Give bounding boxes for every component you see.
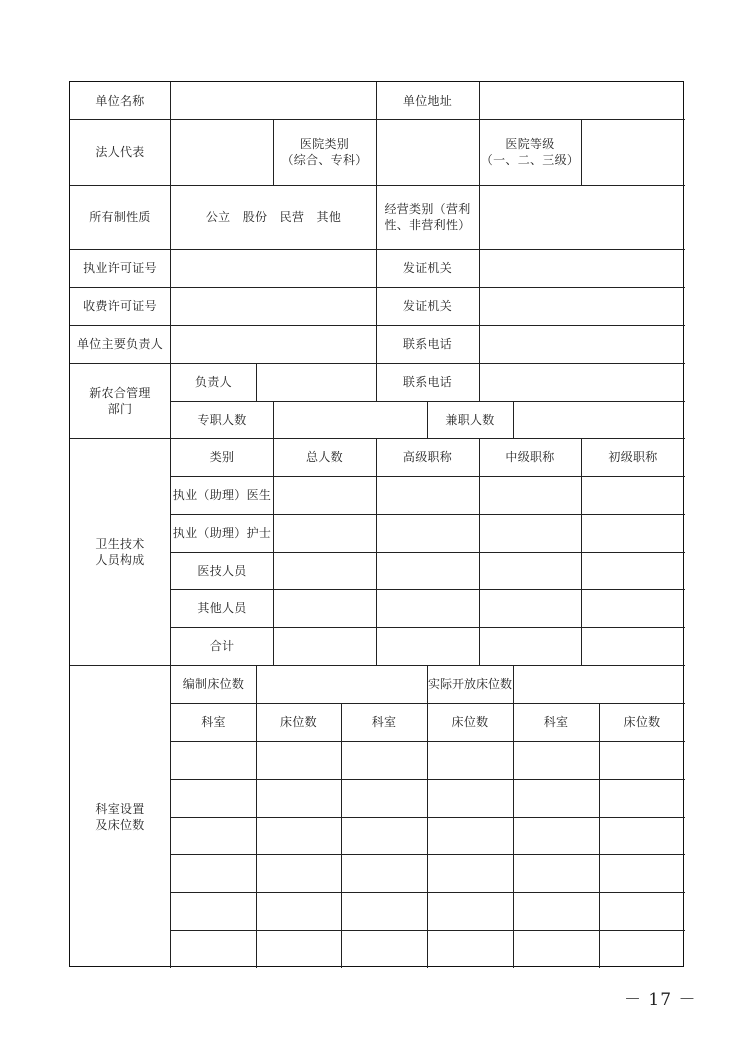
staff-header: 初级职称 — [608, 450, 658, 464]
page-number: － 17 － — [624, 990, 697, 1010]
business-type-label: 经营类别（营利 性、非营利性） — [384, 202, 471, 232]
bed-header: 床位数 — [451, 715, 489, 729]
unit-address-field[interactable] — [480, 82, 685, 119]
bed-header: 科室 — [201, 715, 226, 729]
staff-header: 中级职称 — [505, 450, 555, 464]
unit-name-field[interactable] — [171, 82, 376, 119]
issuing-authority-field[interactable] — [480, 249, 685, 287]
col-divider — [256, 703, 257, 968]
practice-license-label: 执业许可证号 — [83, 261, 157, 275]
col-divider — [341, 703, 342, 968]
fulltime-staff-label: 专职人数 — [197, 412, 247, 427]
bed-header: 科室 — [371, 715, 397, 729]
hospital-type-field[interactable] — [377, 119, 479, 185]
ownership-label: 所有制性质 — [89, 210, 151, 224]
business-type-field[interactable] — [480, 185, 685, 249]
fee-license-field[interactable] — [171, 287, 376, 325]
actual-beds-label: 实际开放床位数 — [427, 677, 512, 691]
health-staff-label: 卫生技术 人员构成 — [95, 536, 145, 567]
col-divider — [599, 703, 600, 968]
dept-beds-label: 科室设置 及床位数 — [95, 801, 145, 832]
person-in-charge-field[interactable] — [257, 363, 376, 401]
hospital-type-label: 医院类别 （综合、专科） — [281, 137, 368, 167]
legal-rep-field[interactable] — [171, 119, 273, 185]
contact-phone-label: 联系电话 — [402, 337, 453, 351]
hospital-grade-label: 医院等级 （一、二、三级） — [480, 137, 580, 167]
fee-license-label: 收费许可证号 — [83, 299, 157, 313]
fulltime-staff-field[interactable] — [274, 401, 427, 438]
issuing-authority-label: 发证机关 — [402, 261, 453, 275]
planned-beds-label: 编制床位数 — [182, 677, 245, 691]
issuing-authority-field[interactable] — [480, 287, 685, 325]
staff-row-label: 执业（助理）医生 — [172, 488, 272, 502]
legal-rep-label: 法人代表 — [95, 145, 145, 159]
unit-address-label: 单位地址 — [402, 93, 453, 108]
staff-row-label: 其他人员 — [197, 601, 247, 615]
unit-head-label: 单位主要负责人 — [76, 337, 164, 351]
staff-row-label: 合计 — [209, 639, 235, 653]
parttime-staff-field[interactable] — [514, 401, 685, 438]
planned-beds-field[interactable] — [257, 665, 427, 703]
bed-header: 床位数 — [280, 715, 317, 729]
unit-name-label: 单位名称 — [95, 93, 145, 108]
contact-phone-label: 联系电话 — [402, 375, 453, 389]
staff-header: 高级职称 — [402, 450, 453, 464]
contact-phone-field[interactable] — [480, 325, 685, 363]
practice-license-field[interactable] — [171, 249, 376, 287]
issuing-authority-label: 发证机关 — [402, 299, 453, 313]
bed-header: 科室 — [543, 715, 569, 729]
staff-header: 总人数 — [306, 450, 343, 464]
ncms-dept-label: 新农合管理 部门 — [89, 385, 151, 416]
actual-beds-field[interactable] — [514, 665, 685, 703]
unit-head-field[interactable] — [171, 325, 376, 363]
col-divider — [427, 703, 428, 968]
parttime-staff-label: 兼职人数 — [445, 412, 495, 427]
staff-row-label: 医技人员 — [197, 563, 247, 578]
hospital-info-form — [69, 81, 684, 967]
contact-phone-field[interactable] — [480, 363, 685, 401]
staff-header: 类别 — [209, 450, 235, 464]
bed-header: 床位数 — [623, 715, 661, 729]
staff-row-label: 执业（助理）护士 — [172, 526, 272, 540]
ownership-options: 公立 股份 民营 其他 — [205, 210, 342, 224]
person-in-charge-label: 负责人 — [195, 375, 232, 389]
hospital-grade-field[interactable] — [582, 119, 685, 185]
col-divider — [513, 703, 514, 968]
